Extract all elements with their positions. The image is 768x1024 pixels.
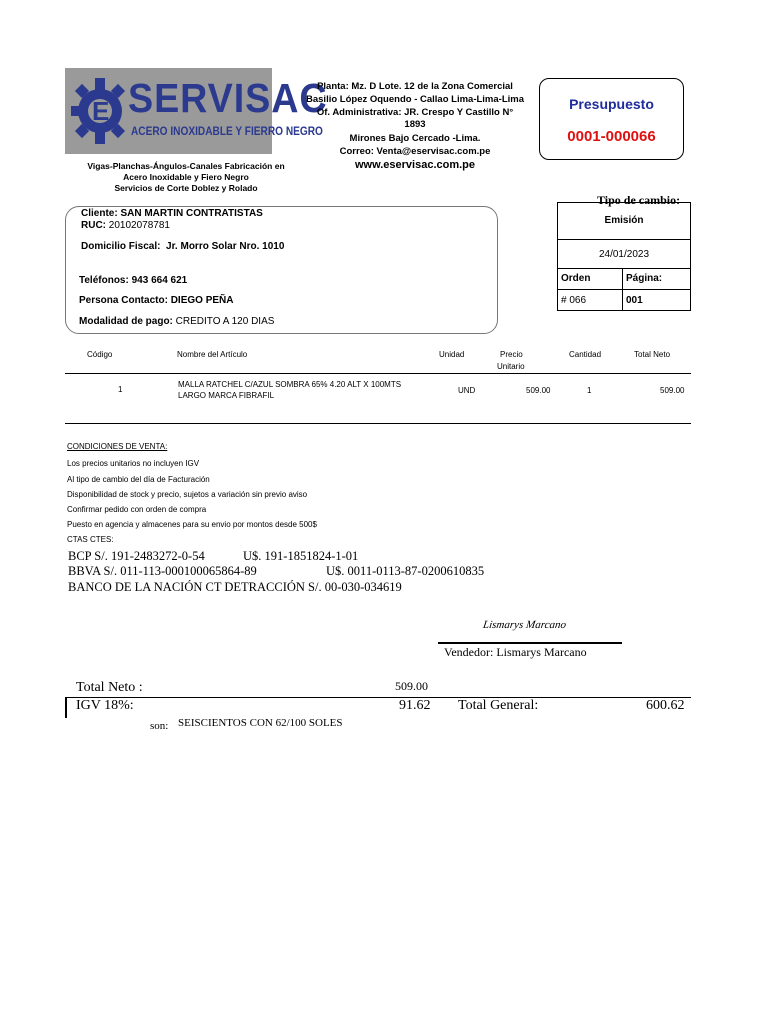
document-number: 0001-000066 bbox=[567, 128, 656, 145]
emision-date: 24/01/2023 bbox=[598, 249, 650, 260]
row-unit: UND bbox=[458, 386, 476, 395]
client-name-label: Cliente: bbox=[81, 208, 118, 219]
website-line: www.eservisac.com.pe bbox=[354, 159, 476, 171]
client-ruc-label: RUC: bbox=[81, 220, 106, 231]
svg-text:E: E bbox=[92, 96, 110, 126]
client-payment-label: Modalidad de pago: bbox=[79, 316, 173, 327]
row-name-line-2: LARGO MARCA FIBRAFIL bbox=[178, 391, 275, 400]
total-general-value: 600.62 bbox=[646, 698, 685, 713]
row-name-line-1: MALLA RATCHEL C/AZUL SOMBRA 65% 4.20 ALT X 100MTS bbox=[178, 380, 402, 389]
pagina-value-cell bbox=[622, 289, 691, 311]
client-contact-row bbox=[79, 295, 233, 306]
address-line-5: Mirones Bajo Cercado -Lima. bbox=[349, 133, 481, 144]
seller-label: Vendedor: Lismarys Marcano bbox=[444, 645, 587, 659]
table-header-divider bbox=[65, 373, 691, 374]
tagline-line-1: Vigas-Planchas-Ángulos-Canales Fabricación en bbox=[87, 161, 285, 171]
logo-text: SERVISAC bbox=[128, 75, 328, 121]
total-general-label: Total General: bbox=[458, 698, 539, 713]
header-unit: Unidad bbox=[439, 350, 465, 359]
client-name: SAN MARTIN CONTRATISTAS bbox=[120, 208, 263, 219]
total-neto-value: 509.00 bbox=[395, 679, 428, 693]
amount-words: SEISCIENTOS CON 62/100 SOLES bbox=[178, 717, 343, 729]
amount-words-label: son: bbox=[150, 720, 169, 732]
tagline-line-3: Servicios de Corte Doblez y Rolado bbox=[114, 183, 258, 193]
header-price-line-2: Unitario bbox=[497, 362, 525, 371]
company-logo bbox=[65, 68, 328, 154]
pagina-header-cell bbox=[622, 268, 691, 290]
condition-item: Confirmar pedido con orden de compra bbox=[67, 505, 207, 514]
client-phone-label: Teléfonos: bbox=[79, 275, 129, 286]
client-contact: DIEGO PEÑA bbox=[170, 295, 234, 306]
pagina-value: 001 bbox=[626, 295, 643, 306]
row-qty: 1 bbox=[587, 386, 592, 395]
client-ruc-row bbox=[81, 220, 170, 231]
header-price-line-1: Precio bbox=[500, 350, 523, 359]
client-phone: 943 664 621 bbox=[131, 275, 188, 286]
orden-label: Orden bbox=[561, 273, 591, 284]
row-code: 1 bbox=[118, 385, 123, 394]
exchange-rate-label: Tipo de cambio: bbox=[597, 193, 681, 207]
client-ruc: 20102078781 bbox=[108, 220, 170, 231]
bank-bcp-usd: U$. 191-1851824-1-01 bbox=[243, 549, 359, 563]
client-phone-row bbox=[79, 275, 187, 286]
condition-item: Disponibilidad de stock y precio, sujetos a variación sin previo aviso bbox=[67, 490, 308, 499]
emision-date-cell bbox=[557, 239, 691, 269]
condition-item: Al tipo de cambio del día de Facturación bbox=[67, 475, 210, 484]
tagline-line-2: Acero Inoxidable y Fiero Negro bbox=[123, 172, 249, 182]
row-total: 509.00 bbox=[660, 386, 685, 395]
orden-value-cell bbox=[557, 289, 623, 311]
header-total: Total Neto bbox=[634, 350, 671, 359]
signature-line bbox=[438, 642, 622, 644]
bank-bbva-usd: U$. 0011-0113-87-0200610835 bbox=[326, 564, 485, 578]
accounts-title: CTAS CTES: bbox=[67, 535, 114, 544]
table-bottom-divider bbox=[65, 423, 691, 424]
address-line-3: Of. Administrativa: JR. Crespo Y Castillo N° bbox=[316, 107, 514, 118]
bank-bbva-soles: BBVA S/. 011-113-000100065864-89 bbox=[68, 564, 257, 578]
logo-subtitle: ACERO INOXIDABLE Y FIERRO NEGRO bbox=[131, 126, 323, 138]
orden-value: # 066 bbox=[561, 295, 587, 306]
pagina-label: Página: bbox=[626, 273, 663, 284]
row-price: 509.00 bbox=[526, 386, 551, 395]
bank-bcp-soles: BCP S/. 191-2483272-0-54 bbox=[68, 549, 205, 563]
bank-nacion: BANCO DE LA NACIÓN CT DETRACCIÓN S/. 00-030-034619 bbox=[68, 580, 402, 594]
header-qty: Cantidad bbox=[569, 350, 602, 359]
client-contact-label: Persona Contacto: bbox=[79, 295, 168, 306]
igv-label: IGV 18%: bbox=[76, 698, 134, 713]
condition-item: Puesto en agencia y almacenes para su envio por montos desde 500$ bbox=[67, 520, 317, 529]
total-neto-label: Total Neto : bbox=[76, 680, 143, 695]
totals-divider bbox=[65, 697, 691, 698]
totals-left-border bbox=[65, 697, 67, 718]
address-line-2: Basilio López Oquendo - Callao Lima-Lima-Lima bbox=[306, 94, 524, 105]
client-address: Jr. Morro Solar Nro. 1010 bbox=[166, 241, 285, 252]
client-payment: CREDITO A 120 DIAS bbox=[175, 316, 275, 327]
header-code: Código bbox=[87, 350, 113, 359]
client-payment-row bbox=[79, 316, 274, 327]
seller-signature: Lismarys Marcano bbox=[482, 619, 567, 631]
gear-icon bbox=[69, 74, 131, 148]
emision-header-cell bbox=[557, 202, 691, 240]
condition-item: Los precios unitarios no incluyen IGV bbox=[67, 459, 200, 468]
client-address-row bbox=[81, 241, 284, 252]
client-name-row bbox=[81, 208, 263, 219]
orden-header-cell bbox=[557, 268, 623, 290]
conditions-title: CONDICIONES DE VENTA: bbox=[67, 442, 168, 451]
document-type-box bbox=[539, 78, 684, 160]
email-line: Correo: Venta@eservisac.com.pe bbox=[339, 146, 491, 157]
address-line-1: Planta: Mz. D Lote. 12 de la Zona Comercial bbox=[317, 81, 513, 92]
address-line-4: 1893 bbox=[404, 119, 426, 130]
client-address-label: Domicilio Fiscal: bbox=[81, 241, 161, 252]
document-type: Presupuesto bbox=[569, 96, 654, 112]
igv-value: 91.62 bbox=[399, 698, 431, 713]
header-name: Nombre del Artículo bbox=[177, 350, 248, 359]
emision-label: Emisión bbox=[604, 215, 644, 226]
